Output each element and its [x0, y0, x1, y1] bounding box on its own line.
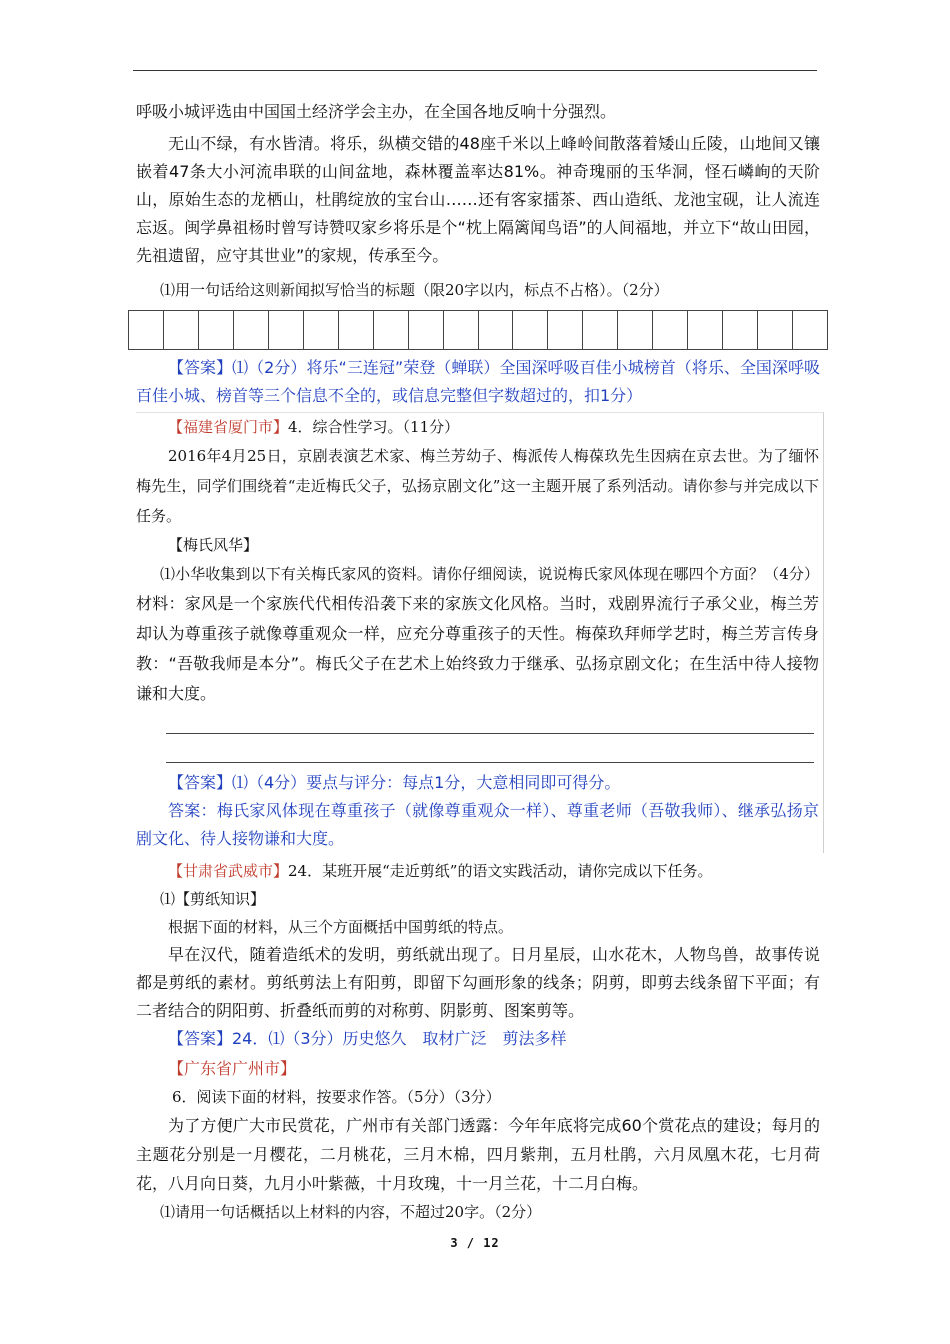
answer-grid-cell	[582, 311, 617, 349]
mei-answer: 答案：梅氏家风体现在尊重孩子（就像尊重观众一样）、尊重老师（吾敬我师）、继承弘扬京剧文化、待人接物谦和大度。	[136, 801, 819, 848]
answer-grid-cell	[233, 311, 268, 349]
mei-material: 材料：家风是一个家族代代相传沿袭下来的家族文化风格。当时，戏剧界流行子承父业，梅兰芳却认为尊重孩子就像尊重观众一样，应充分尊重孩子的天性。梅葆玖拜师学艺时，梅兰芳言传身教：“吾敬我师是本分”。梅氏父子在艺术上始终致力于继承、弘扬京剧文化；在生活中待人接物谦和大度。	[136, 594, 819, 703]
answer-grid-cell	[408, 311, 443, 349]
region-tag-xiamen: 【福建省厦门市】	[168, 418, 289, 436]
guangzhou-material: 为了方便广大市民赏花，广州市有关部门透露：今年年底将完成60个赏花点的建设；每月的主题花分别是一月樱花，二月桃花，三月木棉，四月紫荆，五月杜鹃，六月凤凰木花，七月荷花，八月向日葵，九月小叶紫薇，十月玫瑰，十一月兰花，十二月白梅。	[136, 1116, 820, 1193]
mei-heading: 【梅氏风华】	[168, 536, 259, 554]
answer-grid-cell	[757, 311, 792, 349]
answer-grid-cell	[478, 311, 513, 349]
paragraph-jiangle: 无山不绿，有水皆清。将乐，纵横交错的48座千米以上峰岭间散落着矮山丘陵，山地间又镶嵌着47条大小河流串联的山间盆地，森林覆盖率达81%。神奇瑰丽的玉华洞，怪石嶙峋的天阶山，原始生态的龙栖山，杜鹃绽放的宝台山……还有客家擂茶、西山造纸、龙池宝砚，让人流连忘返。闽学鼻祖杨时曾写诗赞叹家乡将乐是个“枕上隔篱闻鸟语”的人间福地，并立下“故山田园，先祖遗留，应守其世业”的家规，传承至今。	[136, 134, 820, 265]
answer-grid-cell	[373, 311, 408, 349]
region-tag-guangzhou: 【广东省广州市】	[168, 1059, 297, 1078]
gansu-material: 早在汉代，随着造纸术的发明，剪纸就出现了。日月星辰，山水花木，人物鸟兽，故事传说都是剪纸的素材。剪纸剪法上有阳剪，即留下勾画形象的线条；阴剪，即剪去线条留下平面；有二者结合的阴阳剪、折叠纸而剪的对称剪、阴影剪、图案剪等。	[136, 945, 820, 1020]
xiamen-section	[136, 412, 824, 853]
mei-question-text: ⑴小华收集到以下有关梅氏家风的资料。请你仔细阅读，说说梅氏家风体现在哪四个方面？（4分）	[160, 565, 819, 583]
answer-grid-cell	[198, 311, 233, 349]
gansu-question: 根据下面的材料，从三个方面概括中国剪纸的特点。	[168, 918, 514, 936]
answer-grid-cell	[443, 311, 478, 349]
document-body	[136, 98, 820, 1226]
answer-grid-cell	[268, 311, 303, 349]
header-rule	[133, 70, 817, 71]
answer-grid-cell	[163, 311, 198, 349]
mei-answer-scoring: 【答案】⑴（4分）要点与评分：每点1分，大意相同即可得分。	[168, 773, 621, 792]
page-number: 3 / 12	[450, 1236, 500, 1250]
guangzhou-question-title: 6．阅读下面的材料，按要求作答。（5分）（3分）	[172, 1088, 501, 1106]
gansu-question-title: 24．某班开展“走近剪纸”的语文实践活动，请你完成以下任务。	[288, 862, 713, 880]
answer-grid-cell	[617, 311, 652, 349]
answer-grid-cell	[652, 311, 687, 349]
guangzhou-question: ⑴请用一句话概括以上材料的内容，不超过20字。（2分）	[160, 1203, 542, 1221]
answer-grid-cell	[792, 311, 828, 349]
answer-grid-cell	[722, 311, 757, 349]
xiamen-header	[136, 413, 819, 441]
gansu-answer: 【答案】24．⑴（3分）历史悠久 取材广泛 剪法多样	[168, 1029, 567, 1048]
answer-headline: 【答案】⑴（2分）将乐“三连冠”荣登（蝉联）全国深呼吸百佳小城榜首（将乐、全国深呼吸百佳小城、榜首等三个信息不全的，或信息完整但字数超过的，扣1分）	[136, 358, 820, 405]
gansu-subheading: ⑴【剪纸知识】	[160, 890, 266, 908]
answer-grid-cell	[338, 311, 373, 349]
xiamen-question-title: 4．综合性学习。（11分）	[288, 418, 460, 436]
gansu-header	[136, 857, 820, 885]
paragraph-intro-end: 呼吸小城评选由中国国土经济学会主办，在全国各地反响十分强烈。	[136, 102, 617, 121]
answer-grid-cell	[547, 311, 582, 349]
answer-grid-cell	[128, 311, 163, 349]
answer-grid-cell	[303, 311, 338, 349]
answer-line-2	[166, 762, 814, 763]
region-tag-gansu: 【甘肃省武威市】	[168, 862, 289, 880]
mei-question	[136, 559, 819, 709]
question-headline: ⑴用一句话给这则新闻拟写恰当的标题（限20字以内，标点不占格）。（2分）	[160, 281, 669, 299]
answer-grid	[128, 310, 828, 350]
answer-grid-cell	[687, 311, 722, 349]
answer-grid-cell	[512, 311, 547, 349]
xiamen-intro: 2016年4月25日，京剧表演艺术家、梅兰芳幼子、梅派传人梅葆玖先生因病在京去世。为了缅怀梅先生，同学们围绕着“走近梅氏父子，弘扬京剧文化”这一主题开展了系列活动。请你参与并完成以下任务。	[136, 447, 819, 525]
